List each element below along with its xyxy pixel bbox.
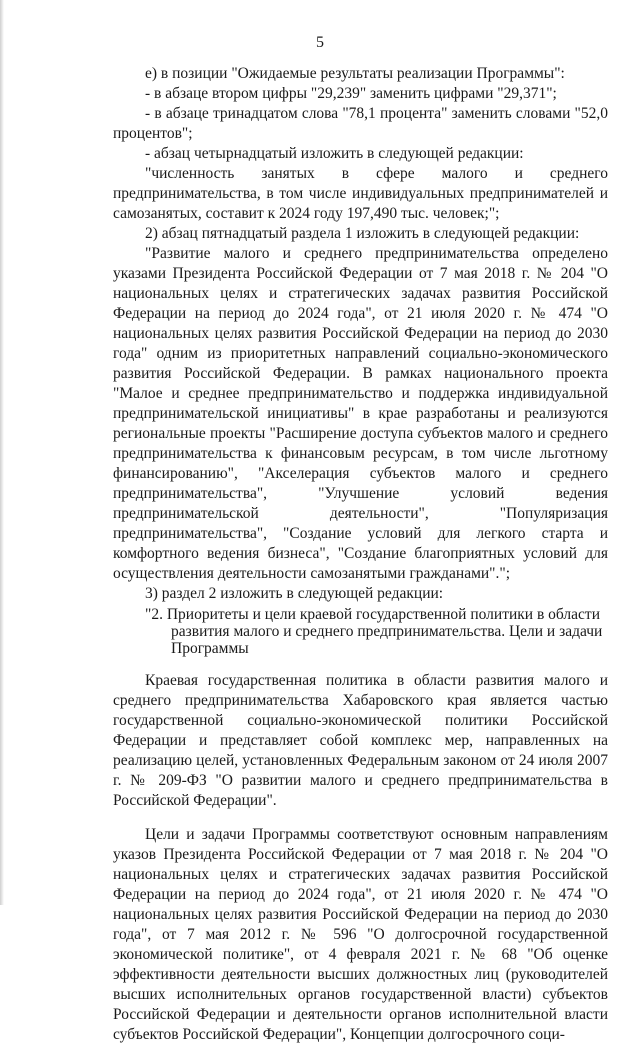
paragraph-goals: Цели и задачи Программы соответствуют основным направлениям указов Президента Российской Федерации от 7 мая 2018 г. № 204 "О национальных целях и стратегических задачах развития Российской Федерации на период до 2024 года", от 21 июля 2020 г. № 474 "О национальных целях развития Российской Федерации на период до 2030 года", от 7 мая 2012 г. № 596 "О долгосрочной государственной экономической политике", от 4 февраля 2021 г. № 68 "Об оценке эффективности деятельности высших должностных лиц (руководителей высших исполнительных органов государственной власти) субъектов Российской Федерации и деятельности органов исполнительной власти субъектов Российской Федерации", Концепции долгосрочного соци- — [113, 826, 608, 1043]
page-number: 5 — [316, 34, 324, 51]
paragraph-words-replace: - в абзаце тринадцатом слова "78,1 процента" заменить словами "52,0 процентов"; — [113, 105, 608, 142]
document-body — [113, 64, 608, 1045]
paragraph-policy: Краевая государственная политика в области развития малого и среднего предпринимательства Хабаровского края является частью государственной социально-экономической политики Российской Федерации и представляет собой комплекс мер, направленных на реализацию целей, установленных Федеральным законом от 24 июля 2007 г. № 209-ФЗ "О развитии малого и среднего предпринимательства в Российской Федерации". — [113, 672, 608, 809]
paragraph-digits-replace: - в абзаце втором цифры "29,239" заменить цифрами "29,371"; — [145, 85, 557, 102]
scan-edge — [0, 0, 4, 905]
paragraph-14-text: "численность занятых в сфере малого и среднего предпринимательства, в том числе индивидуальных предпринимателей и самозанятых, составит к 2024 году 197,490 тыс. человек;"; — [113, 165, 608, 222]
section-heading — [145, 606, 608, 657]
paragraph-15-intro: 2) абзац пятнадцатый раздела 1 изложить в следующей редакции: — [145, 225, 580, 242]
paragraph-15-text: "Развитие малого и среднего предпринимательства определено указами Президента Российской Федерации от 7 мая 2018 г. № 204 "О национальных целях и стратегических задачах развития Российской Федерации на период до 2024 года", от 21 июля 2020 г. № 474 "О национальных целях развития Российской Федерации на период до 2030 года" одним из приоритетных направлений социально-экономического развития Российской Федерации. В рамках национального проекта "Малое и среднее предпринимательство и поддержка индивидуальной предпринимательской инициативы" в крае разработаны и реализуются региональные проекты "Расширение доступа субъектов малого и среднего предпринимательства к финансовым ресурсам, в том числе льготному финансированию", "Акселерация субъектов малого и среднего предпринимательства", "Улучшение условий ведения предпринимательской деятельности", "Популяризация предпринимательства", "Создание условий для легкого старта и комфортного ведения бизнеса", "Создание благоприятных условий для осуществления деятельности самозанятыми гражданами"."; — [113, 245, 608, 582]
paragraph-section2-intro: 3) раздел 2 изложить в следующей редакции: — [145, 585, 444, 602]
section-heading-line: "2. Приоритеты и цели краевой государственной политики в области — [145, 606, 600, 623]
paragraph-item-e: е) в позиции "Ожидаемые результаты реализации Программы": — [145, 65, 565, 82]
paragraph-14-intro: - абзац четырнадцатый изложить в следующей редакции: — [145, 145, 524, 162]
section-heading-line: развития малого и среднего предпринимательства. Цели и задачи — [171, 623, 603, 640]
section-heading-line: Программы — [171, 640, 249, 657]
